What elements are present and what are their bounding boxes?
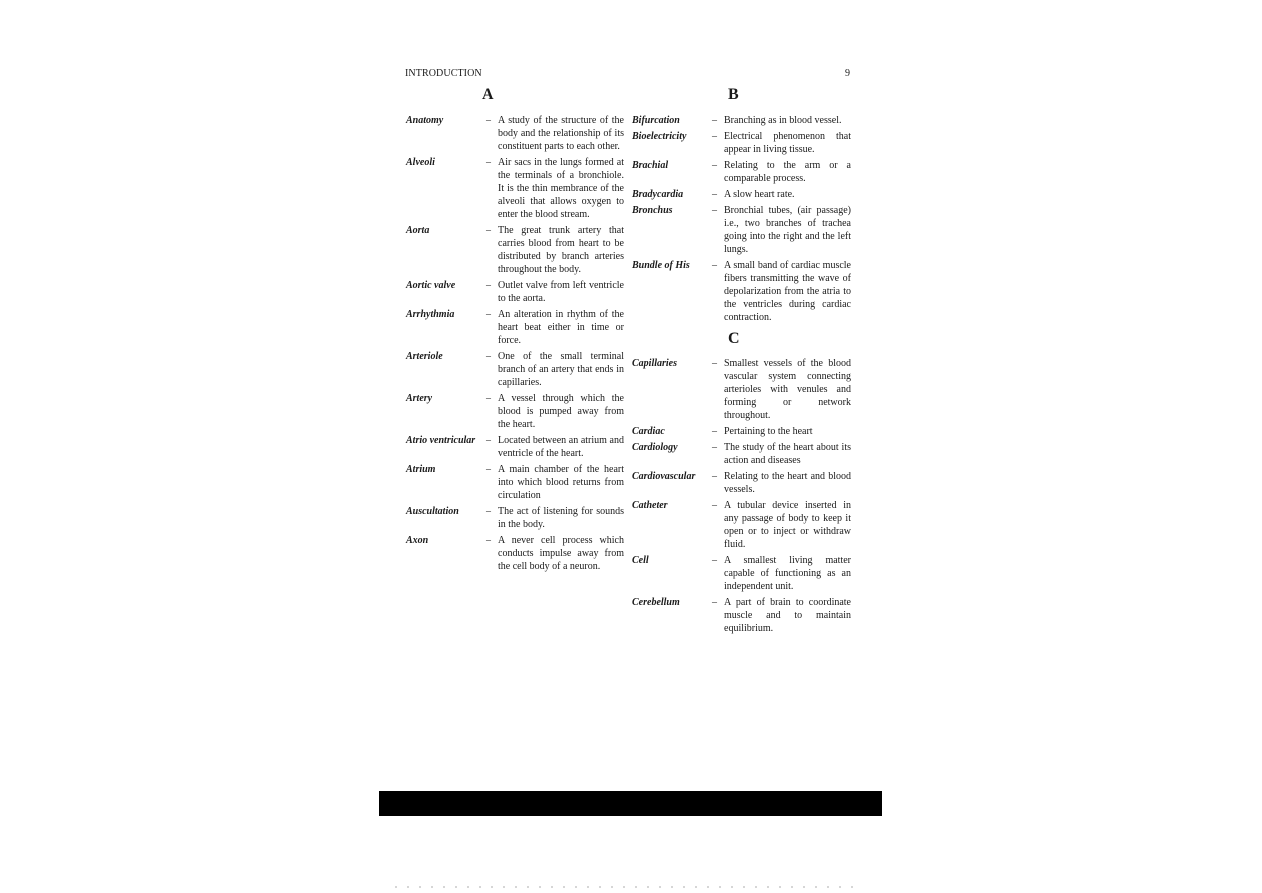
glossary-term: Bioelectricity: [632, 131, 687, 142]
glossary-definition: A vessel through which the blood is pumped away from the heart.: [498, 393, 624, 430]
dash-separator: –: [712, 471, 717, 482]
glossary-definition: A slow heart rate.: [724, 189, 795, 200]
dash-separator: –: [712, 205, 717, 216]
glossary-definition: Pertaining to the heart: [724, 426, 813, 437]
glossary-definition: The great trunk artery that carries blood from heart to be distributed by branch arteries throughout the body.: [498, 225, 624, 275]
glossary-term: Cardiovascular: [632, 471, 696, 482]
glossary-entry: [406, 505, 626, 531]
glossary-entry: [632, 188, 852, 201]
dash-separator: –: [712, 160, 717, 171]
glossary-definition: A study of the structure of the body and the relationship of its constituent parts to each other.: [498, 115, 624, 152]
glossary-definition: A small band of cardiac muscle fibers transmitting the wave of depolarization from the atria to the ventricles during cardiac contraction.: [724, 260, 851, 323]
dash-separator: –: [712, 426, 717, 437]
glossary-definition: Smallest vessels of the blood vascular system connecting arterioles with venules and forming or network throughout.: [724, 358, 851, 421]
glossary-entry: [406, 224, 626, 276]
glossary-definition: Branching as in blood vessel.: [724, 115, 842, 126]
glossary-term: Bradycardia: [632, 189, 684, 200]
glossary-entry: [632, 425, 852, 438]
dash-separator: –: [712, 260, 717, 271]
section-letter-b: B: [728, 86, 739, 103]
glossary-term: Capillaries: [632, 358, 678, 369]
dash-separator: –: [712, 500, 717, 511]
glossary-definition: Outlet valve from left ventricle to the aorta.: [498, 280, 624, 304]
glossary-term: Alveoli: [406, 157, 435, 168]
page-number: 9: [845, 68, 850, 79]
glossary-term: Anatomy: [406, 115, 444, 126]
section-letter-a: A: [482, 86, 494, 103]
glossary-definition: The study of the heart about its action and diseases: [724, 442, 851, 466]
dash-separator: –: [486, 225, 491, 236]
glossary-entry: [406, 392, 626, 431]
glossary-entry: [406, 308, 626, 347]
glossary-entry: [632, 596, 852, 635]
glossary-definition: An alteration in rhythm of the heart beat either in time or force.: [498, 309, 624, 346]
glossary-entry: [406, 156, 626, 221]
glossary-term: Axon: [406, 535, 429, 546]
dash-separator: –: [486, 351, 491, 362]
glossary-term: Atrium: [406, 464, 436, 475]
entries-b: [632, 114, 852, 324]
document-page: [379, 56, 882, 791]
dash-separator: –: [712, 597, 717, 608]
dash-separator: –: [712, 442, 717, 453]
dash-separator: –: [486, 506, 491, 517]
glossary-definition: Electrical phenomenon that appear in living tissue.: [724, 131, 851, 155]
glossary-entry: [632, 130, 852, 156]
glossary-definition: Relating to the arm or a comparable process.: [724, 160, 851, 184]
glossary-entry: [406, 114, 626, 153]
glossary-definition: One of the small terminal branch of an artery that ends in capillaries.: [498, 351, 624, 388]
glossary-definition: A part of brain to coordinate muscle and to maintain equilibrium.: [724, 597, 851, 634]
glossary-term: Bronchus: [632, 205, 673, 216]
glossary-term: Arteriole: [406, 351, 443, 362]
glossary-term: Arrhythmia: [406, 309, 455, 320]
running-head: INTRODUCTION: [405, 68, 482, 79]
dash-separator: –: [712, 358, 717, 369]
entries-a: [406, 114, 626, 573]
glossary-definition: The act of listening for sounds in the body.: [498, 506, 624, 530]
glossary-entry: [632, 114, 852, 127]
glossary-entry: [632, 204, 852, 256]
glossary-term: Cardiac: [632, 426, 665, 437]
glossary-definition: A tubular device inserted in any passage of body to keep it open or to inject or withdraw fluid.: [724, 500, 851, 550]
glossary-term: Auscultation: [406, 506, 459, 517]
glossary-entry: [632, 159, 852, 185]
glossary-column-a: [406, 86, 626, 576]
entries-c: [632, 357, 852, 635]
glossary-term: Bundle of His: [632, 260, 690, 271]
glossary-term: Bifurcation: [632, 115, 680, 126]
dash-separator: –: [486, 535, 491, 546]
dash-separator: –: [712, 189, 717, 200]
glossary-term: Cardiology: [632, 442, 678, 453]
glossary-entry: [406, 534, 626, 573]
glossary-definition: Located between an atrium and ventricle of the heart.: [498, 435, 624, 459]
dash-separator: –: [712, 555, 717, 566]
dash-separator: –: [486, 157, 491, 168]
glossary-entry: [632, 470, 852, 496]
glossary-term: Aortic valve: [406, 280, 456, 291]
glossary-definition: A smallest living matter capable of functioning as an independent unit.: [724, 555, 851, 592]
dash-separator: –: [486, 115, 491, 126]
glossary-entry: [406, 434, 626, 460]
glossary-definition: Air sacs in the lungs formed at the terminals of a bronchiole. It is the thin membrance of the alveoli that allows oxygen to enter the blood stream.: [498, 157, 624, 220]
glossary-entry: [406, 463, 626, 502]
glossary-definition: Bronchial tubes, (air passage) i.e., two branches of trachea going into the right and the left lungs.: [724, 205, 851, 255]
glossary-entry: [632, 357, 852, 422]
dash-separator: –: [486, 280, 491, 291]
glossary-entry: [632, 499, 852, 551]
glossary-entry: [406, 279, 626, 305]
dash-separator: –: [486, 435, 491, 446]
section-letter-c: C: [728, 330, 740, 347]
glossary-term: Artery: [406, 393, 433, 404]
glossary-entry: [632, 259, 852, 324]
dash-separator: –: [486, 309, 491, 320]
dash-separator: –: [486, 393, 491, 404]
glossary-entry: [632, 554, 852, 593]
glossary-definition: Relating to the heart and blood vessels.: [724, 471, 851, 495]
footer-bar: [379, 791, 882, 816]
glossary-term: Brachial: [632, 160, 669, 171]
glossary-term: Atrio ventricular: [406, 435, 476, 446]
page-edge-dots: [390, 886, 860, 888]
glossary-entry: [632, 441, 852, 467]
dash-separator: –: [712, 131, 717, 142]
glossary-column-b: [632, 86, 852, 638]
glossary-term: Cell: [632, 555, 649, 566]
glossary-definition: A never cell process which conducts impulse away from the cell body of a neuron.: [498, 535, 624, 572]
glossary-term: Aorta: [406, 225, 430, 236]
dash-separator: –: [712, 115, 717, 126]
glossary-entry: [406, 350, 626, 389]
glossary-term: Catheter: [632, 500, 668, 511]
dash-separator: –: [486, 464, 491, 475]
glossary-term: Cerebellum: [632, 597, 680, 608]
glossary-definition: A main chamber of the heart into which blood returns from circulation: [498, 464, 624, 501]
